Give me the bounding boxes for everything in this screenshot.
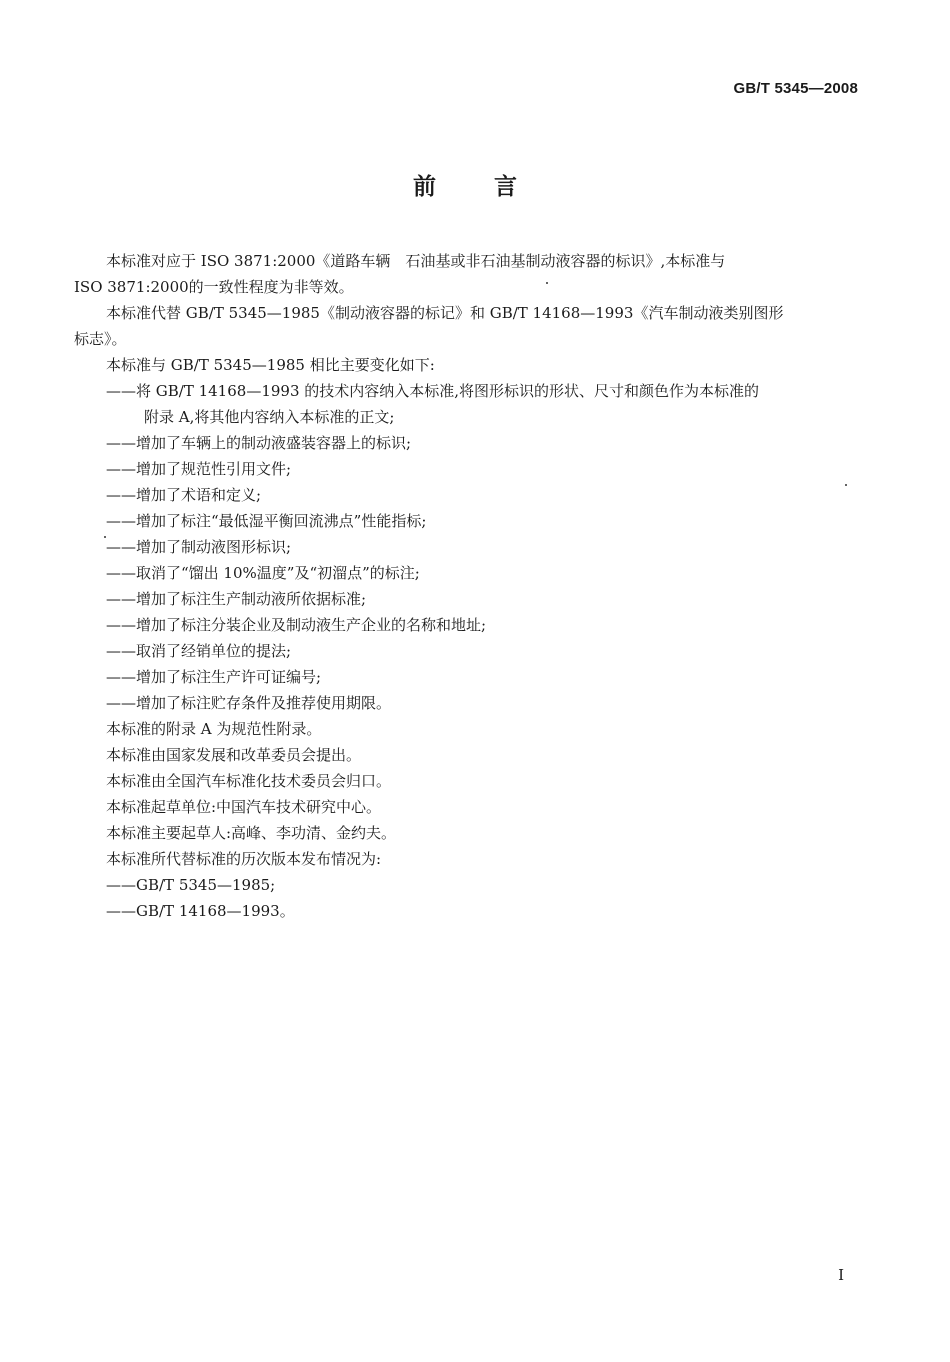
paragraph-changes-intro: 本标准与 GB/T 5345—1985 相比主要变化如下: bbox=[106, 356, 435, 374]
paragraph-history-intro: 本标准所代替标准的历次版本发布情况为: bbox=[106, 850, 382, 868]
paragraph-committee: 本标准由全国汽车标准化技术委员会归口。 bbox=[106, 772, 392, 790]
scan-speck bbox=[845, 484, 847, 486]
page-title: 前言 bbox=[413, 174, 575, 200]
paragraph-replaces-cont: 标志》。 bbox=[74, 330, 127, 348]
paragraph-correspondence: 本标准对应于 ISO 3871:2000《道路车辆 石油基或非石油基制动液容器的标识》,本标准与 bbox=[106, 252, 726, 270]
paragraph-annex: 本标准的附录 A 为规范性附录。 bbox=[106, 720, 322, 738]
scan-speck bbox=[546, 282, 548, 284]
list-item: ——增加了车辆上的制动液盛装容器上的标识; bbox=[106, 434, 412, 452]
list-item: ——增加了标注生产许可证编号; bbox=[106, 668, 322, 686]
list-item: ——GB/T 5345—1985; bbox=[106, 876, 276, 894]
list-item: ——增加了标注贮存条件及推荐使用期限。 bbox=[106, 694, 392, 712]
paragraph-proposer: 本标准由国家发展和改革委员会提出。 bbox=[106, 746, 362, 764]
list-item: ——增加了规范性引用文件; bbox=[106, 460, 292, 478]
list-item: ——将 GB/T 14168—1993 的技术内容纳入本标准,将图形标识的形状、尺寸和颜色作为本标准的 附录 A,将其他内容纳入本标准的正文; bbox=[106, 382, 760, 426]
paragraph-drafting-unit: 本标准起草单位:中国汽车技术研究中心。 bbox=[106, 798, 382, 816]
changes-list bbox=[74, 378, 860, 716]
list-item: ——增加了标注分装企业及制动液生产企业的名称和地址; bbox=[106, 616, 487, 634]
paragraph-replaces: 本标准代替 GB/T 5345—1985《制动液容器的标记》和 GB/T 14168—1993《汽车制动液类别图形 bbox=[106, 304, 784, 322]
page-number: I bbox=[838, 1266, 844, 1284]
list-item: ——增加了制动液图形标识; bbox=[106, 538, 292, 556]
paragraph-drafters: 本标准主要起草人:高峰、李功清、金约夫。 bbox=[106, 824, 397, 842]
scan-speck bbox=[104, 536, 106, 538]
paragraph-correspondence-cont: ISO 3871:2000的一致性程度为非等效。 bbox=[74, 278, 354, 296]
history-list bbox=[74, 872, 860, 924]
body-text bbox=[74, 248, 860, 924]
list-item: ——增加了术语和定义; bbox=[106, 486, 262, 504]
document-code: GB/T 5345—2008 bbox=[733, 80, 858, 97]
list-item: ——增加了标注“最低湿平衡回流沸点”性能指标; bbox=[106, 512, 427, 530]
list-item: ——增加了标注生产制动液所依据标准; bbox=[106, 590, 367, 608]
list-item: ——取消了“馏出 10%温度”及“初溜点”的标注; bbox=[106, 564, 420, 582]
list-item: ——取消了经销单位的提法; bbox=[106, 642, 292, 660]
list-item: ——GB/T 14168—1993。 bbox=[106, 902, 295, 920]
